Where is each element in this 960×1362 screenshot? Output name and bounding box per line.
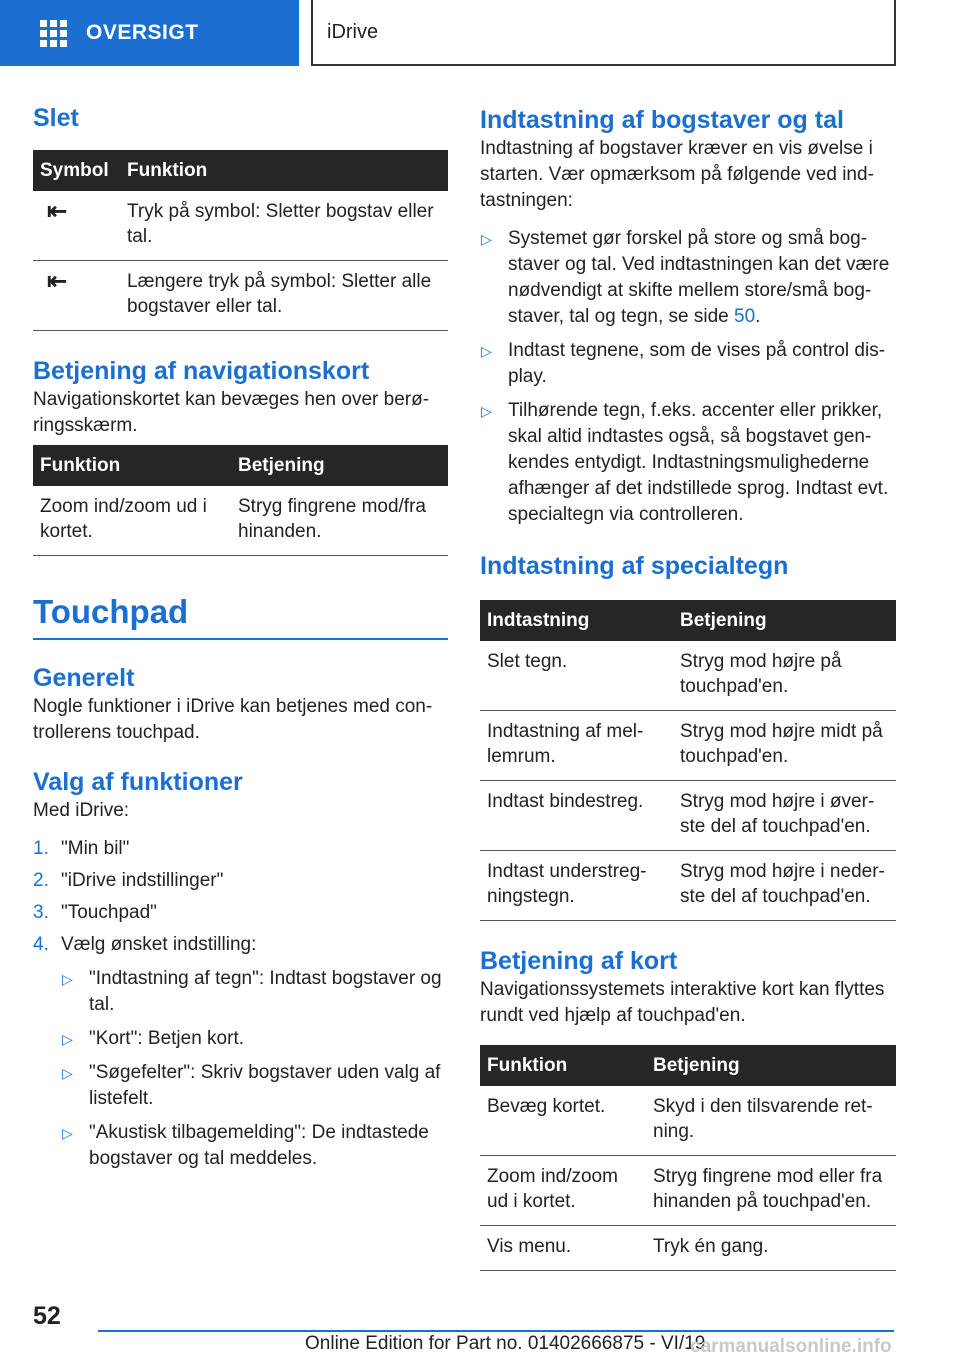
sub-item-text: "Kort": Betjen kort. [89, 1028, 244, 1049]
step-number: 3. [33, 902, 49, 923]
table-cell: Længere tryk på symbol: Sletter alle bogstaver eller tal. [120, 261, 448, 331]
list-item [33, 836, 448, 862]
table-cell: Stryg mod højre på touchpad'en. [673, 641, 896, 711]
table-cell: Skyd i den tilsvarende retning. [646, 1086, 896, 1156]
step-number: 4. [33, 934, 49, 955]
sub-item-text: "Søgefelter": Skriv bogstaver uden valg af listefelt. [89, 1062, 441, 1109]
table-cell: Zoom ind/zoom ud i kortet. [33, 486, 231, 556]
sub-item-text: "Indtastning af tegn": Indtast bogstaver og tal. [89, 968, 442, 1015]
top-bar [0, 0, 960, 66]
bullet-text: Systemet gør forskel på store og små bogstaver og tal. Ved indtastningen kan det være nødvendigt at skifte mellem store/små bogstaver, tal og tegn, se side [508, 228, 890, 327]
navkort-heading: Betjening af navigationskort [33, 357, 370, 385]
step-number: 1. [33, 838, 49, 859]
list-item [480, 226, 896, 330]
triangle-marker-icon: ▷ [62, 1125, 73, 1141]
triangle-marker-icon: ▷ [62, 1065, 73, 1081]
table-row [33, 486, 448, 556]
slet-header-symbol: Symbol [33, 150, 120, 191]
delete-all-icon: ⇤ [33, 261, 120, 331]
table-cell: Indtast bindestreg. [480, 781, 673, 851]
special-header-operation: Betjening [673, 600, 896, 641]
touchpad-heading: Touchpad [33, 593, 189, 630]
step-number: 2. [33, 870, 49, 891]
table-row [480, 1086, 896, 1156]
table-row [480, 781, 896, 851]
list-item [33, 868, 448, 894]
bullet-text-end: . [755, 306, 761, 327]
list-item [61, 966, 448, 1018]
overview-tab[interactable] [0, 0, 299, 66]
kort-table [480, 1045, 896, 1271]
triangle-marker-icon: ▷ [62, 971, 73, 987]
special-table [480, 600, 896, 921]
bullet-text: Tilhørende tegn, f.eks. accenter eller prikker, skal altid indtastes også, så bogstavet genkendes entydigt. Indtastningsmulighederne afhænger af det indstillede sprog. Indtast evt. specialtegn via controlleren. [508, 400, 889, 525]
overview-label: OVERSIGT [86, 21, 199, 44]
indtastning-intro: Indtastning af bogstaver kræver en vis øvelse i starten. Vær opmærksom på følgende ved indtastningen: [480, 138, 874, 211]
heading-rule [33, 638, 448, 640]
delete-icon: ⇤ [33, 191, 120, 261]
list-item [33, 932, 448, 1172]
page-number: 52 [33, 1302, 61, 1330]
indtastning-list [480, 226, 896, 528]
table-cell: Stryg mod højre i nederste del af touchpad'en. [673, 851, 896, 921]
generelt-heading: Generelt [33, 664, 135, 692]
edition-text: Online Edition for Part no. 01402666875 - VI/19 [305, 1333, 706, 1354]
table-cell: Stryg fingrene mod/fra hinanden. [231, 486, 448, 556]
table-row [480, 1226, 896, 1271]
triangle-marker-icon: ▷ [481, 403, 492, 419]
bullet-text: Indtast tegnene, som de vises på control display. [508, 340, 886, 387]
list-item [480, 338, 896, 390]
page-link[interactable]: 50 [734, 306, 756, 327]
left-column [33, 96, 448, 1180]
kort-header-operation: Betjening [646, 1045, 896, 1086]
triangle-marker-icon: ▷ [481, 343, 492, 359]
section-label: iDrive [327, 20, 379, 43]
table-cell: Zoom ind/zoom ud i kortet. [480, 1156, 646, 1226]
table-row [33, 191, 448, 261]
table-row [480, 851, 896, 921]
watermark: carmanualsonline.info [690, 1336, 892, 1357]
table-cell: Vis menu. [480, 1226, 646, 1271]
steps-list [33, 836, 448, 1172]
table-cell: Bevæg kortet. [480, 1086, 646, 1156]
table-cell: Slet tegn. [480, 641, 673, 711]
indtastning-heading: Indtastning af bogstaver og tal [480, 106, 844, 134]
valg-heading: Valg af funktioner [33, 768, 243, 796]
list-item [61, 1120, 448, 1172]
kort-heading: Betjening af kort [480, 947, 678, 975]
special-heading: Indtastning af specialtegn [480, 552, 789, 580]
slet-header-function: Funktion [120, 150, 448, 191]
table-row [480, 1156, 896, 1226]
navkort-header-function: Funktion [33, 445, 231, 486]
table-cell: Stryg fingrene mod eller fra hinanden på touchpad'en. [646, 1156, 896, 1226]
table-row [480, 711, 896, 781]
navkort-intro: Navigationskortet kan bevæges hen over berøringsskærm. [33, 389, 430, 436]
valg-intro: Med iDrive: [33, 800, 130, 821]
table-cell: Indtastning af mellemrum. [480, 711, 673, 781]
navkort-table [33, 445, 448, 556]
sub-item-text: "Akustisk tilbagemelding": De indtastede bogstaver og tal meddeles. [89, 1122, 429, 1169]
grid-icon [40, 20, 66, 46]
step-text: "Min bil" [61, 838, 130, 859]
slet-table [33, 150, 448, 331]
step-text: "iDrive indstillinger" [61, 870, 224, 891]
table-cell: Tryk én gang. [646, 1226, 896, 1271]
table-row [33, 261, 448, 331]
footer-rule [98, 1330, 894, 1332]
kort-header-function: Funktion [480, 1045, 646, 1086]
triangle-marker-icon: ▷ [481, 231, 492, 247]
table-cell: Tryk på symbol: Sletter bogstav eller tal. [120, 191, 448, 261]
right-column [480, 96, 896, 1271]
list-item [480, 398, 896, 528]
generelt-text: Nogle funktioner i iDrive kan betjenes med controllerens touchpad. [33, 696, 433, 743]
table-cell: Indtast understregningstegn. [480, 851, 673, 921]
section-tab[interactable] [311, 0, 896, 66]
step-text: "Touchpad" [61, 902, 157, 923]
list-item [61, 1060, 448, 1112]
slet-heading: Slet [33, 104, 79, 132]
sub-list [61, 966, 448, 1172]
kort-intro: Navigationssystemets interaktive kort kan flyttes rundt ved hjælp af touchpad'en. [480, 979, 885, 1026]
table-row [480, 641, 896, 711]
list-item [33, 900, 448, 926]
step-text: Vælg ønsket indstilling: [61, 934, 257, 955]
table-cell: Stryg mod højre midt på touchpad'en. [673, 711, 896, 781]
table-cell: Stryg mod højre i øverste del af touchpad'en. [673, 781, 896, 851]
special-header-input: Indtastning [480, 600, 673, 641]
list-item [61, 1026, 448, 1052]
triangle-marker-icon: ▷ [62, 1031, 73, 1047]
navkort-header-operation: Betjening [231, 445, 448, 486]
